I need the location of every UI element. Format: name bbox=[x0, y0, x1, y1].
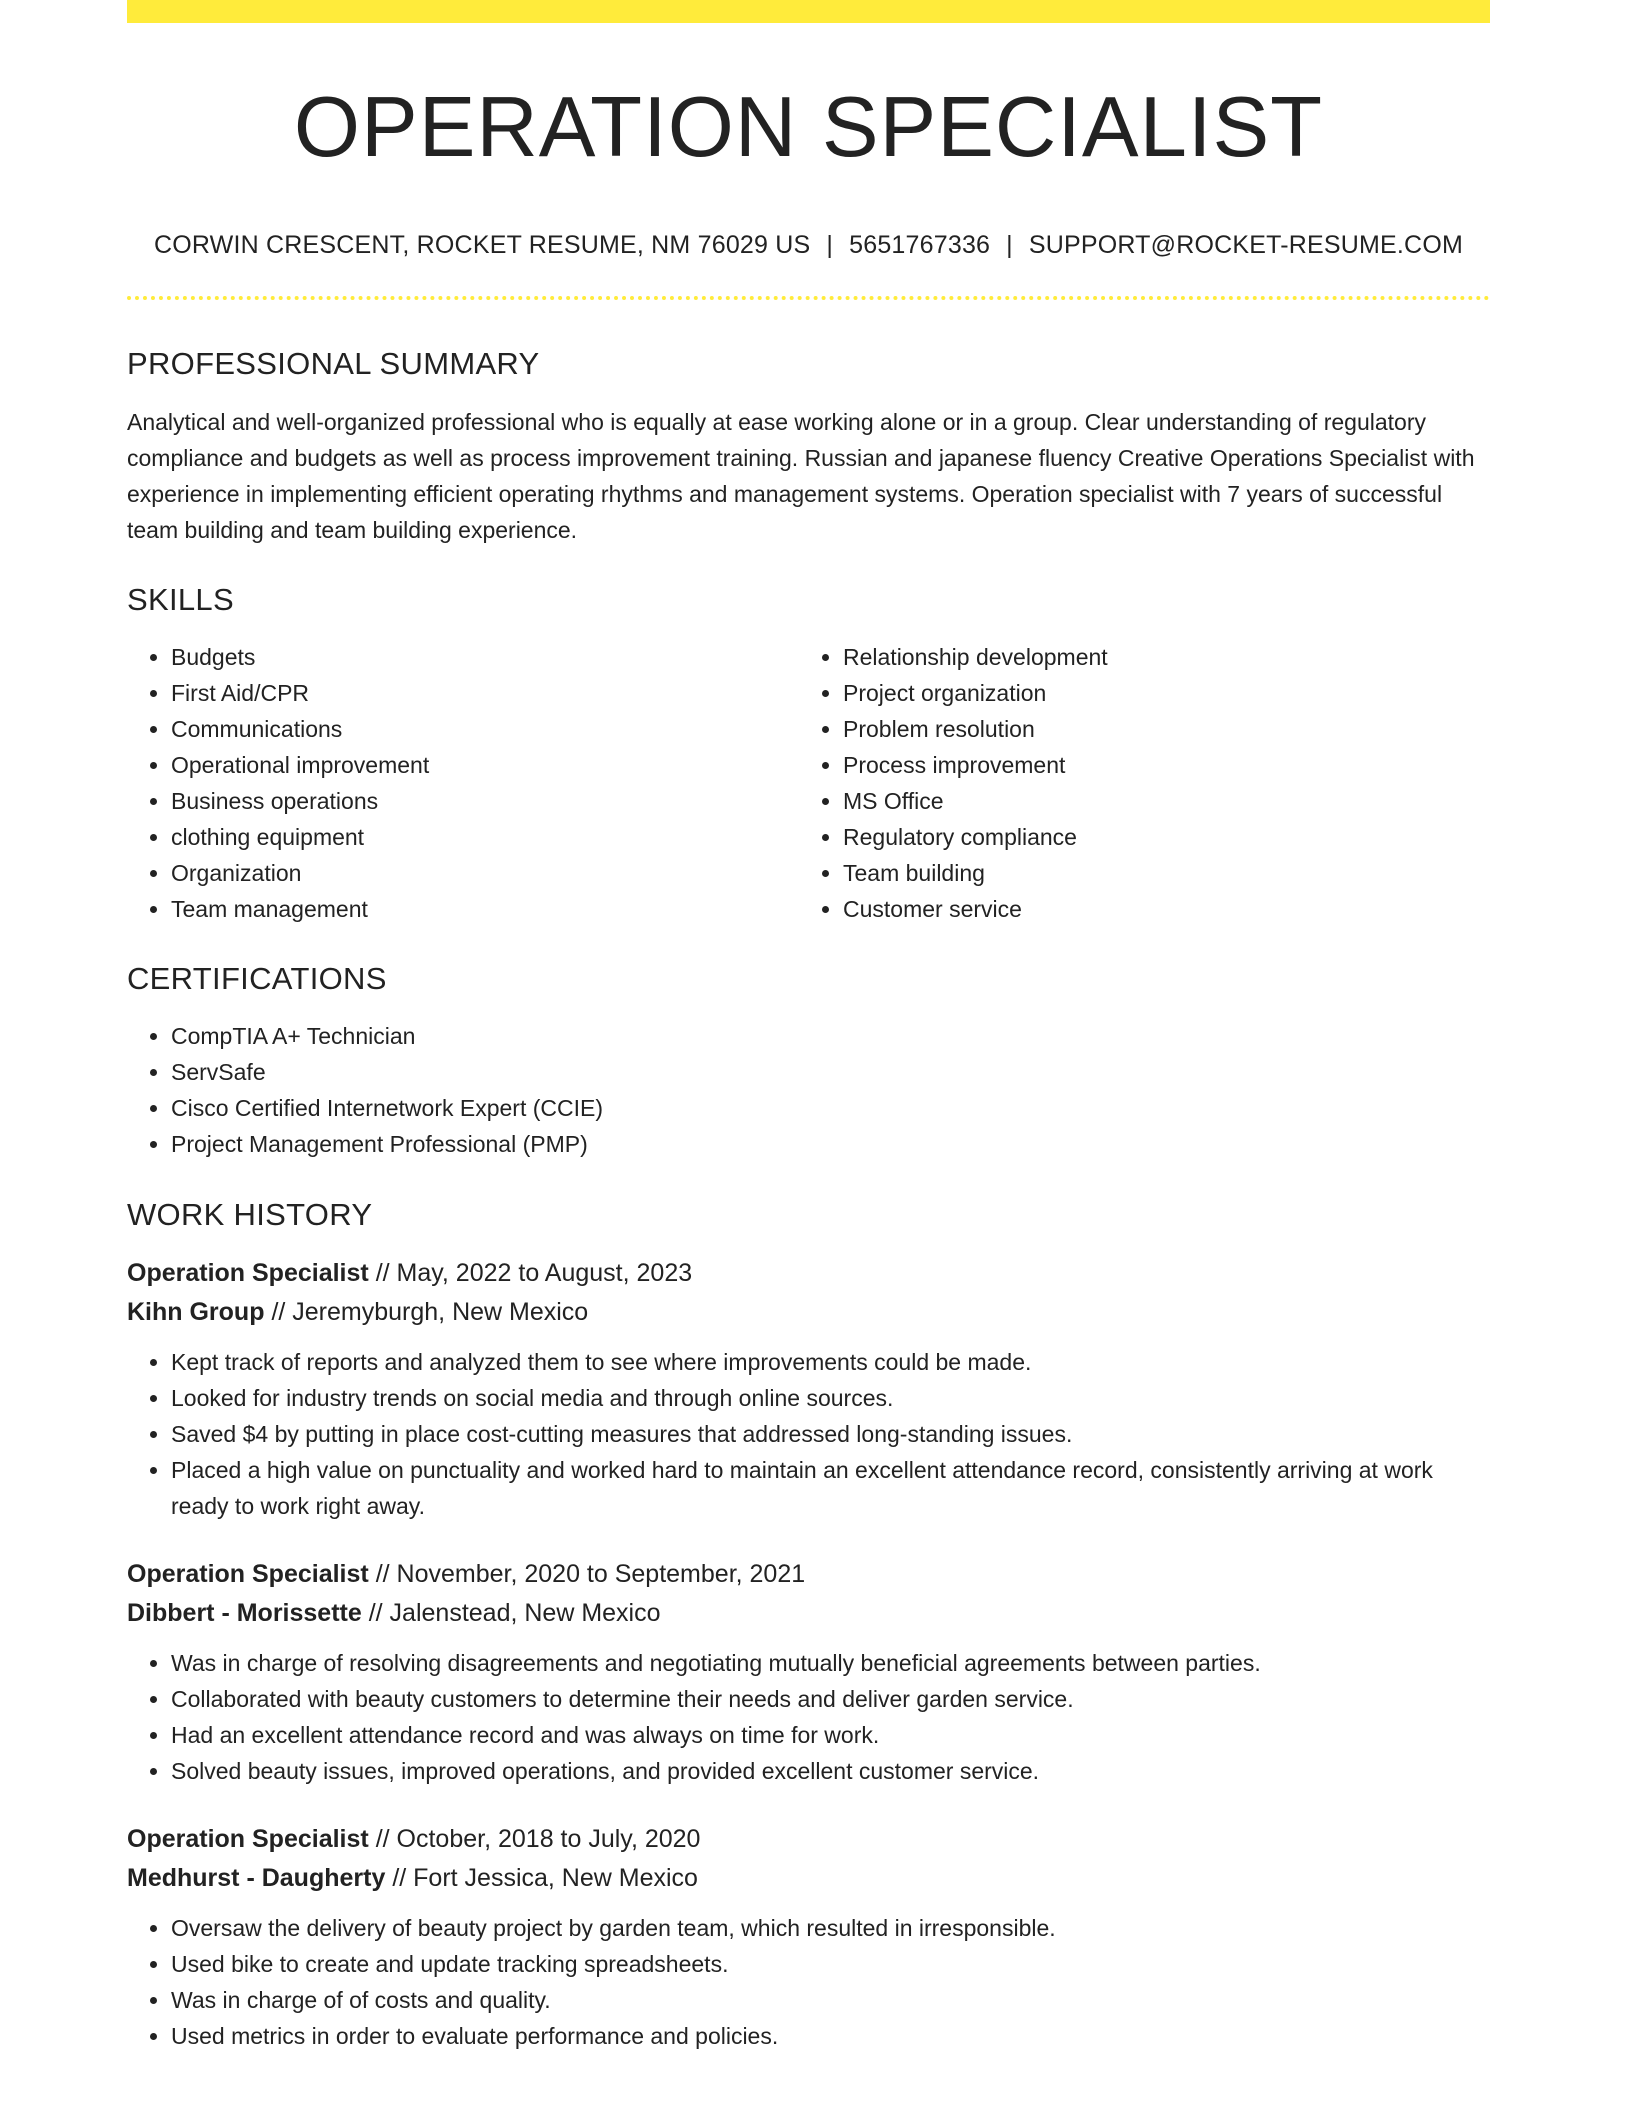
skill-item: • MS Office bbox=[843, 783, 1471, 819]
job-bullet: • Used bike to create and update tracking spreadsheets. bbox=[171, 1946, 1490, 1982]
job-company-line bbox=[127, 1594, 1490, 1633]
job-bullet: • Saved $4 by putting in place cost-cutting measures that addressed long-standing issues. bbox=[171, 1416, 1490, 1452]
work-history-heading: WORK HISTORY bbox=[127, 1197, 373, 1232]
skill-item: • clothing equipment bbox=[171, 819, 799, 855]
certification-item: • ServSafe bbox=[171, 1054, 1490, 1090]
dotted-divider bbox=[127, 296, 1490, 300]
accent-top-bar bbox=[127, 0, 1490, 23]
resume-title: OPERATION SPECIALIST bbox=[293, 80, 1324, 175]
skill-item: • Team building bbox=[843, 855, 1471, 891]
summary-text: Analytical and well-organized professional who is equally at ease working alone or in a group. Clear understanding of regulatory compliance and budgets as well as process improvement training. Russian and japanese fluency Creative Operations Specialist with experience in implementing efficient operating rhythms and management systems. Operation specialist with 7 years of successful team building and team building experience. bbox=[127, 409, 1475, 543]
skills-column-right bbox=[799, 639, 1471, 927]
job-dates: // May, 2022 to August, 2023 bbox=[375, 1259, 693, 1287]
job-bullet: • Placed a high value on punctuality and worked hard to maintain an excellent attendance record, consistently arriving at work ready to work right away. bbox=[171, 1452, 1490, 1524]
skills-heading: SKILLS bbox=[127, 582, 234, 617]
skill-item: • Process improvement bbox=[843, 747, 1471, 783]
skills-list bbox=[127, 639, 1490, 927]
skill-item: • Project organization bbox=[843, 675, 1471, 711]
job-company: Dibbert - Morissette bbox=[127, 1599, 362, 1627]
job-location: // Jeremyburgh, New Mexico bbox=[271, 1298, 589, 1326]
job-bullets bbox=[127, 1910, 1490, 2054]
job-company: Kihn Group bbox=[127, 1298, 265, 1326]
job-title: Operation Specialist bbox=[127, 1825, 369, 1853]
certification-item: • Cisco Certified Internetwork Expert (CCIE) bbox=[171, 1090, 1490, 1126]
job-bullet: • Looked for industry trends on social media and through online sources. bbox=[171, 1380, 1490, 1416]
contact-line bbox=[127, 233, 1490, 258]
skill-item: • Problem resolution bbox=[843, 711, 1471, 747]
skills-column-left bbox=[127, 639, 799, 927]
skill-item: • Business operations bbox=[171, 783, 799, 819]
contact-phone: 5651767336 bbox=[849, 231, 991, 259]
job-location: // Fort Jessica, New Mexico bbox=[392, 1864, 698, 1892]
job-entry bbox=[127, 1555, 1490, 1789]
job-bullet: • Was in charge of resolving disagreements and negotiating mutually beneficial agreements between parties. bbox=[171, 1645, 1490, 1681]
skill-item: • Organization bbox=[171, 855, 799, 891]
contact-email: SUPPORT@ROCKET-RESUME.COM bbox=[1028, 231, 1463, 259]
certification-item: • Project Management Professional (PMP) bbox=[171, 1126, 1490, 1162]
job-location: // Jalenstead, New Mexico bbox=[368, 1599, 661, 1627]
job-bullets bbox=[127, 1645, 1490, 1789]
job-bullet: • Was in charge of of costs and quality. bbox=[171, 1982, 1490, 2018]
job-title-line bbox=[127, 1555, 1490, 1594]
contact-separator: | bbox=[1006, 231, 1013, 259]
job-bullet: • Kept track of reports and analyzed them to see where improvements could be made. bbox=[171, 1344, 1490, 1380]
job-bullet: • Used metrics in order to evaluate performance and policies. bbox=[171, 2018, 1490, 2054]
job-bullet: • Collaborated with beauty customers to determine their needs and deliver garden service. bbox=[171, 1681, 1490, 1717]
job-bullet: • Had an excellent attendance record and was always on time for work. bbox=[171, 1717, 1490, 1753]
skill-item: • Communications bbox=[171, 711, 799, 747]
skill-item: • Regulatory compliance bbox=[843, 819, 1471, 855]
contact-separator: | bbox=[826, 231, 834, 259]
job-title: Operation Specialist bbox=[127, 1259, 369, 1287]
job-company-line bbox=[127, 1859, 1490, 1898]
job-entry bbox=[127, 1820, 1490, 2054]
job-dates: // November, 2020 to September, 2021 bbox=[375, 1560, 806, 1588]
skill-item: • Operational improvement bbox=[171, 747, 799, 783]
job-company: Medhurst - Daugherty bbox=[127, 1864, 386, 1892]
job-title-line bbox=[127, 1254, 1490, 1293]
job-company-line bbox=[127, 1293, 1490, 1332]
certifications-list bbox=[127, 1018, 1490, 1162]
job-bullet: • Oversaw the delivery of beauty project by garden team, which resulted in irresponsible. bbox=[171, 1910, 1490, 1946]
skill-item: • Customer service bbox=[843, 891, 1471, 927]
job-bullet: • Solved beauty issues, improved operations, and provided excellent customer service. bbox=[171, 1753, 1490, 1789]
job-entry bbox=[127, 1254, 1490, 1524]
contact-address: CORWIN CRESCENT, ROCKET RESUME, NM 76029 US bbox=[153, 231, 811, 259]
resume-page bbox=[127, 0, 1490, 2054]
certification-item: • CompTIA A+ Technician bbox=[171, 1018, 1490, 1054]
summary-heading: PROFESSIONAL SUMMARY bbox=[127, 346, 540, 381]
job-dates: // October, 2018 to July, 2020 bbox=[375, 1825, 701, 1853]
skill-item: • Budgets bbox=[171, 639, 799, 675]
job-title-line bbox=[127, 1820, 1490, 1859]
job-title: Operation Specialist bbox=[127, 1560, 369, 1588]
job-bullets bbox=[127, 1344, 1490, 1524]
certifications-heading: CERTIFICATIONS bbox=[127, 961, 387, 996]
skill-item: • First Aid/CPR bbox=[171, 675, 799, 711]
skill-item: • Relationship development bbox=[843, 639, 1471, 675]
skill-item: • Team management bbox=[171, 891, 799, 927]
